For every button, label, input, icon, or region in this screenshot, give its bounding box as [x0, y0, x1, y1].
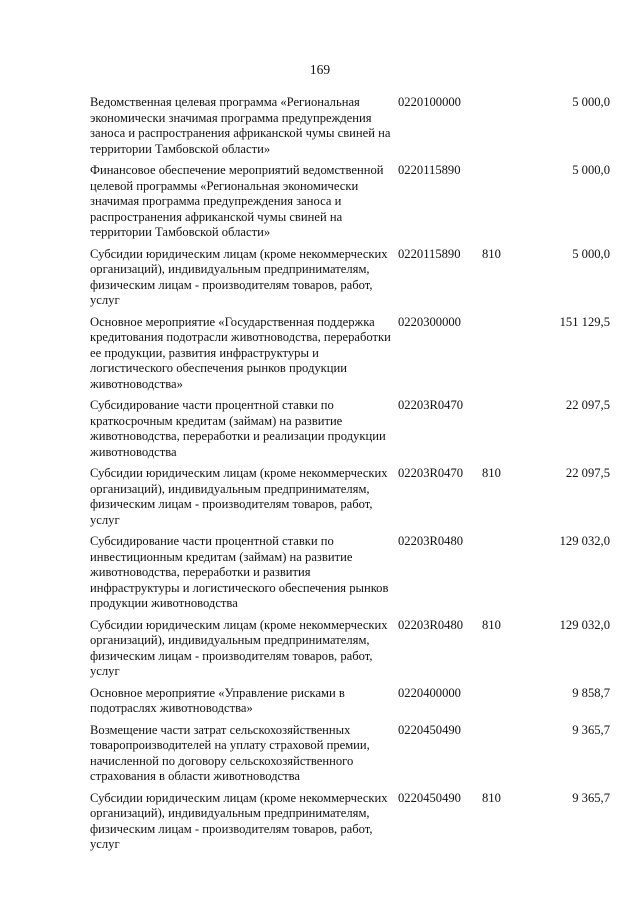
row-amount: 22 097,5 [565, 398, 610, 412]
row-target-code: 02203R0470 [398, 398, 464, 412]
budget-table [90, 95, 610, 859]
row-amount: 9 365,7 [572, 722, 610, 737]
row-amount: 5 000,0 [572, 246, 610, 261]
table-row [90, 723, 610, 785]
table-row [90, 95, 610, 157]
table-row [90, 247, 610, 309]
row-description: Субсидии юридическим лицам (кроме некоммерческих организаций), индивидуальным предпринимателям, физическим лицам - производителям товаров, работ, услуг [90, 246, 388, 307]
row-expense-type: 810 [482, 466, 501, 480]
table-row [90, 791, 610, 853]
row-expense-type: 810 [482, 617, 501, 632]
row-amount: 9 858,7 [572, 685, 610, 700]
row-amount: 129 032,0 [559, 617, 610, 632]
row-amount: 9 365,7 [572, 790, 610, 805]
table-row [90, 163, 610, 241]
table-row [90, 534, 610, 612]
row-target-code: 02203R0480 [398, 617, 464, 632]
row-description: Субсидии юридическим лицам (кроме некоммерческих организаций), индивидуальным предпринимателям, физическим лицам - производителям товаров, работ, услуг [90, 466, 388, 527]
table-row [90, 686, 610, 717]
table-row [90, 315, 610, 393]
row-description: Субсидии юридическим лицам (кроме некоммерческих организаций), индивидуальным предпринимателям, физическим лицам - производителям товаров, работ, услуг [90, 617, 388, 678]
row-description: Ведомственная целевая программа «Региональная экономически значимая программа предупреждения заноса и распространения африканской чумы свиней на территории Тамбовской области» [90, 95, 391, 156]
page-number: 169 [309, 62, 331, 77]
row-amount: 5 000,0 [572, 95, 610, 109]
row-amount: 129 032,0 [559, 534, 610, 548]
row-description: Субсидии юридическим лицам (кроме некоммерческих организаций), индивидуальным предпринимателям, физическим лицам - производителям товаров, работ, услуг [90, 790, 388, 851]
row-target-code: 0220450490 [398, 790, 461, 805]
row-amount: 5 000,0 [572, 163, 610, 177]
row-expense-type: 810 [482, 246, 501, 261]
row-description: Субсидирование части процентной ставки по краткосрочным кредитам (займам) на развитие животноводства, переработки и реализации продукции животноводства [90, 398, 386, 459]
table-row [90, 618, 610, 680]
table-row [90, 466, 610, 528]
row-target-code: 0220100000 [398, 95, 461, 109]
row-target-code: 0220115890 [398, 163, 461, 177]
row-target-code: 0220400000 [398, 685, 461, 700]
row-amount: 22 097,5 [565, 466, 610, 480]
row-expense-type: 810 [482, 790, 501, 805]
row-description: Субсидирование части процентной ставки по инвестиционным кредитам (займам) на развитие животноводства, переработки и развития инфраструктуры и логистического обеспечения рынков продукции животноводства [90, 534, 389, 610]
row-description: Возмещение части затрат сельскохозяйственных товаропроизводителей на уплату страховой премии, начисленной по договору сельскохозяйственного страхования в области животноводства [90, 722, 370, 783]
row-description: Основное мероприятие «Управление рисками в подотраслях животноводства» [90, 685, 345, 715]
table-row [90, 398, 610, 460]
row-amount: 151 129,5 [559, 314, 610, 329]
row-target-code: 02203R0480 [398, 534, 464, 548]
row-target-code: 0220115890 [398, 246, 461, 261]
row-description: Финансовое обеспечение мероприятий ведомственной целевой программы «Региональная экономически значимая программа предупреждения заноса и распространения африканской чумы свиней на территории Тамбовской области» [90, 163, 384, 239]
row-target-code: 0220300000 [398, 314, 461, 329]
row-target-code: 02203R0470 [398, 466, 464, 480]
row-target-code: 0220450490 [398, 722, 461, 737]
row-description: Основное мероприятие «Государственная поддержка кредитования подотрасли животноводства, переработки ее продукции, развития инфраструктуры и логистического обеспечения рынков продукции животноводства» [90, 314, 391, 391]
